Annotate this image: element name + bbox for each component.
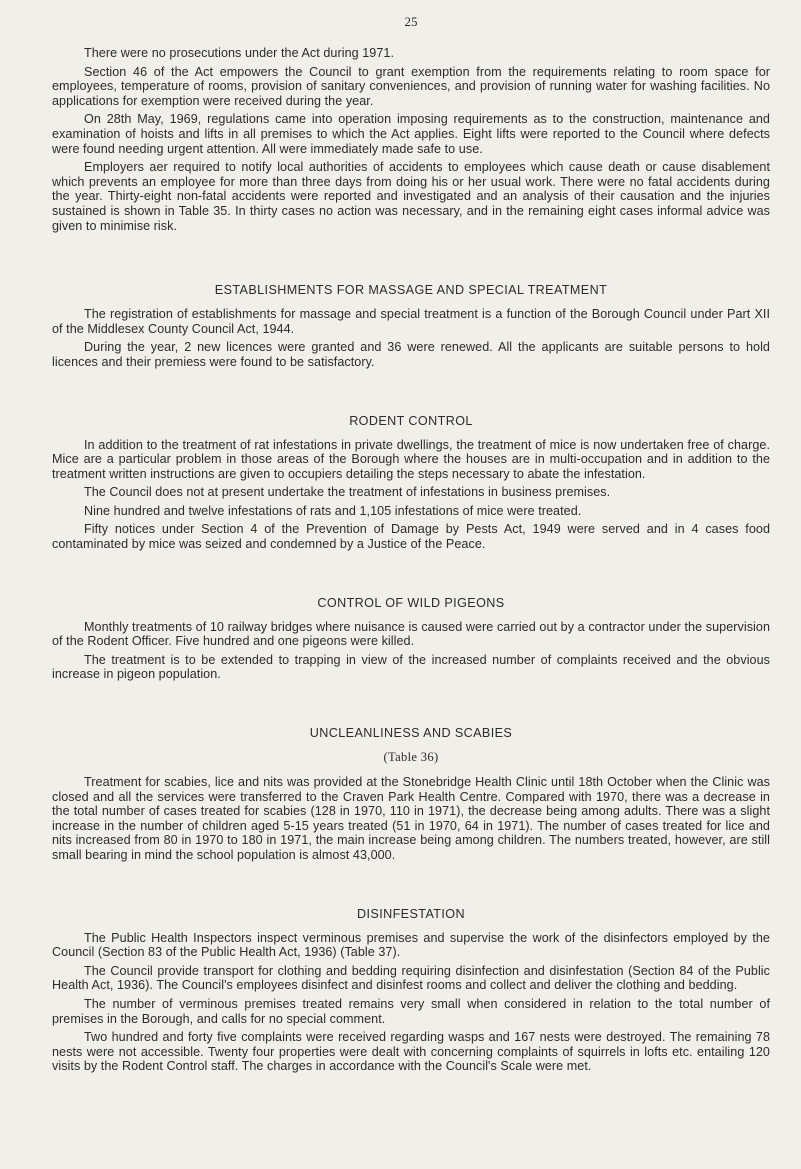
disinfestation-heading: DISINFESTATION (357, 906, 465, 921)
page-number: 25 (404, 14, 418, 29)
rodent-paragraph-4: Fifty notices under Section 4 of the Prevention of Damage by Pests Act, 1949 were served and in 4 cases food contaminated by mice was seized and condemned by a Justice of the Peace. (52, 522, 770, 552)
massage-heading: ESTABLISHMENTS FOR MASSAGE AND SPECIAL TREATMENT (214, 283, 608, 298)
disinfestation-section (52, 907, 770, 1074)
scabies-heading: UNCLEANLINESS AND SCABIES (309, 726, 513, 741)
disinfestation-paragraph-3: The number of verminous premises treated remains very small when considered in relation to the total number of premises in the Borough, and calls for no special comment. (52, 996, 770, 1026)
intro-paragraph-4: Employers aer required to notify local authorities of accidents to employees which cause death or cause disablement which prevents an employee for more than three days from doing his or her usual work. There were no fatal accidents during the year. Thirty-eight non-fatal accidents were reported and investigated and an analysis of their causation and the injuries sustained is shown in Table 35. In thirty cases no action was necessary, and in the remaining eight cases informal advice was given to minimise risk. (52, 160, 770, 233)
scabies-table-reference: (Table 36) (383, 750, 439, 765)
pigeons-heading: CONTROL OF WILD PIGEONS (317, 595, 505, 610)
scabies-section (52, 726, 770, 863)
disinfestation-paragraph-1: The Public Health Inspectors inspect verminous premises and supervise the work of the disinfectors employed by the Council (Section 83 of the Public Health Act, 1936) (Table 37). (52, 930, 770, 960)
rodent-paragraph-3: Nine hundred and twelve infestations of rats and 1,105 infestations of mice were treated. (84, 503, 582, 518)
massage-paragraph-1: The registration of establishments for massage and special treatment is a function of the Borough Council under Part XII of the Middlesex County Council Act, 1944. (52, 307, 770, 336)
disinfestation-paragraph-2: The Council provide transport for clothing and bedding requiring disinfection and disinfestation (Section 84 of the Public Health Act, 1936). The Council's employees disinfect and disinfest rooms and collect and deliver the clothing and bedding. (52, 963, 770, 993)
rodent-paragraph-1: In addition to the treatment of rat infestations in private dwellings, the treatment of mice is now undertaken free of charge. Mice are a particular problem in those areas of the Borough where the houses are in multi-occupation and in addition to the treatment written instructions are given to occupiers detailing the steps necessary to abate the infestation. (52, 437, 770, 481)
document-page (52, 14, 770, 1078)
rodent-heading: RODENT CONTROL (349, 413, 473, 428)
intro-paragraph-3: On 28th May, 1969, regulations came into operation imposing requirements as to the construction, maintenance and examination of hoists and lifts in all premises to which the Act applies. Eight lifts were reported to the Council where defects were found needing urgent attention. All were immediately made safe to use. (52, 112, 770, 156)
disinfestation-paragraph-4: Two hundred and forty five complaints were received regarding wasps and 167 nests were destroyed. The remaining 78 nests were not accessible. Twenty four properties were dealt with concerning complaints of squirrels in lofts etc. entailing 120 visits by the Rodent Control staff. The charges in accordance with the Council's Scale were met. (52, 1030, 770, 1074)
massage-paragraph-2: During the year, 2 new licences were granted and 36 were renewed. All the applicants are suitable persons to hold licences and their premiess were found to be satisfactory. (52, 340, 770, 369)
intro-paragraph-2: Section 46 of the Act empowers the Council to grant exemption from the requirements relating to room space for employees, temperature of rooms, provision of sanitary conveniences, and provision of running water for washing facilities. No applications for exemption were received during the year. (52, 64, 770, 108)
pigeons-paragraph-1: Monthly treatments of 10 railway bridges where nuisance is caused were carried out by a contractor under the supervision of the Rodent Officer. Five hundred and one pigeons were killed. (52, 619, 770, 649)
intro-paragraph-1: There were no prosecutions under the Act during 1971. (84, 46, 394, 60)
rodent-paragraph-2: The Council does not at present undertake the treatment of infestations in business premises. (84, 485, 611, 500)
intro-section (52, 46, 770, 233)
massage-section (52, 283, 770, 369)
scabies-paragraph-1: Treatment for scabies, lice and nits was provided at the Stonebridge Health Clinic until 18th October when the Clinic was closed and all the services were transferred to the Craven Park Health Centre. Compared with 1970, there was a decrease in the total number of cases treated for scabies (128 in 1970, 110 in 1971), the decrease being among adults. There was a slight increase in the number of children aged 5-15 years treated (51 in 1970, 64 in 1971). The number of cases treated for lice and nits increased from 80 in 1970 to 180 in 1971, the main increase being among children. The numbers treated, however, are still small bearing in mind the school population is almost 43,000. (52, 775, 770, 862)
pigeons-paragraph-2: The treatment is to be extended to trapping in view of the increased number of complaints received and the obvious increase in pigeon population. (52, 652, 770, 682)
rodent-section (52, 414, 770, 552)
pigeons-section (52, 596, 770, 682)
